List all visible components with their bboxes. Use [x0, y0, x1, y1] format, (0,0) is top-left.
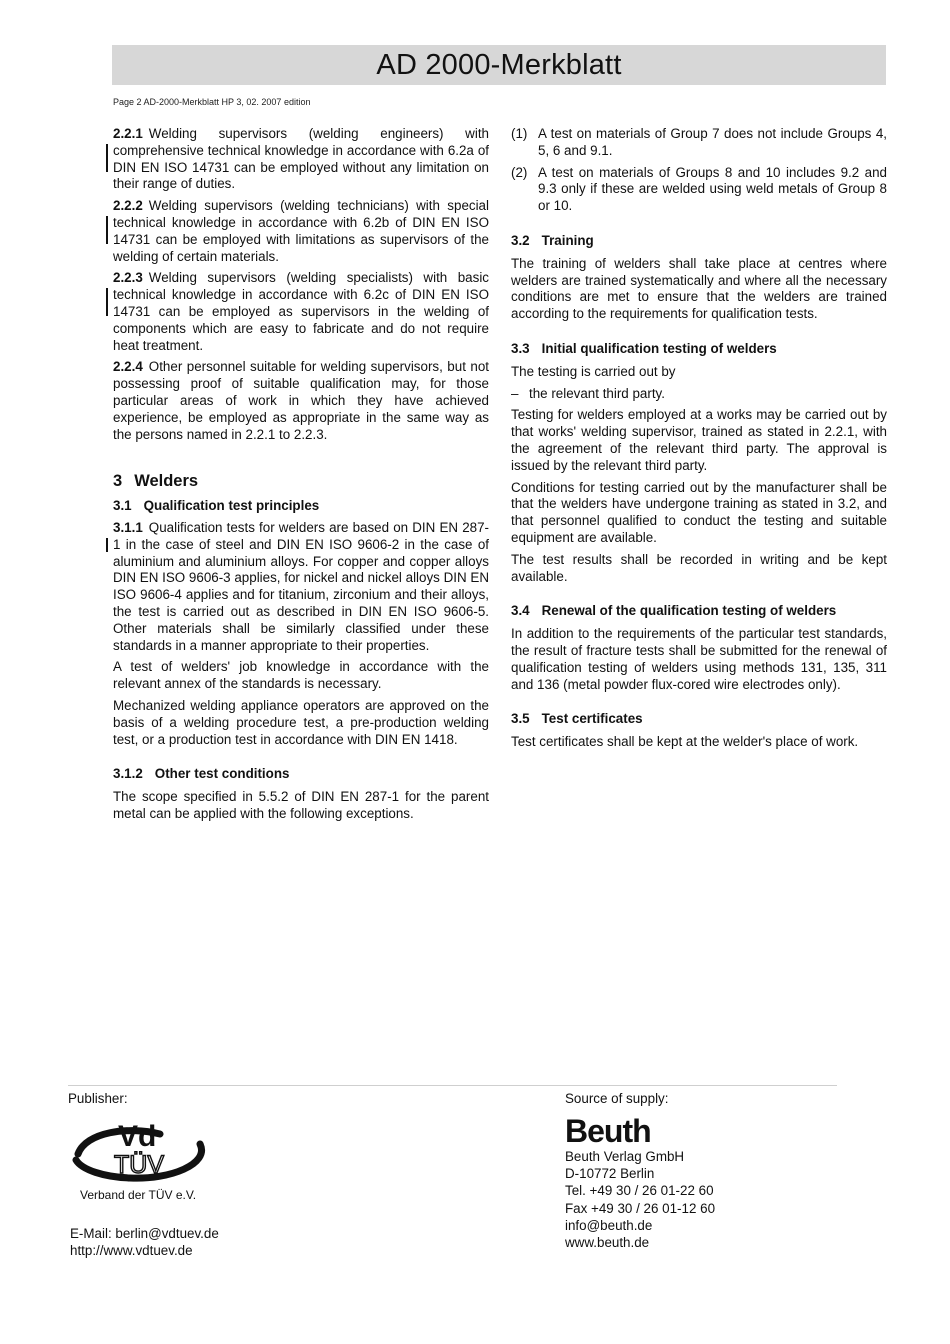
- paragraph-job-knowledge: A test of welders' job knowledge in accordance with the relevant annex of the standards is necessary.: [113, 659, 489, 692]
- paragraph-3-4: In addition to the requirements of the particular test standards, the result of fracture tests shall be submitted for the renewal of qualification testing of welders using methods 131, 135, 311 and 136 (metal powder flux-cored wire electrodes only).: [511, 626, 887, 692]
- section-heading-3-2: [511, 233, 887, 250]
- section-number: 3.5: [511, 711, 530, 727]
- section-title: Qualification test principles: [143, 498, 320, 514]
- paragraph-2-2-3: [113, 270, 489, 354]
- section-title: Other test conditions: [154, 766, 290, 782]
- vdtuev-logo-text-top: Vd: [118, 1120, 157, 1153]
- right-column: [511, 126, 887, 756]
- exception-item-1: [511, 126, 887, 160]
- header-bar: [112, 45, 886, 85]
- paragraph-3-2: The training of welders shall take place at centres where welders are trained systematically and where all the necessary conditions are met to ensure that the welders are trained according to the requirements for qualification tests.: [511, 255, 887, 322]
- paragraph-3-3-results: The test results shall be recorded in writing and be kept available.: [511, 551, 887, 584]
- paragraph-3-1-2: The scope specified in 5.5.2 of DIN EN 287-1 for the parent metal can be applied with the following exceptions.: [113, 789, 489, 821]
- section-title: Initial qualification testing of welders: [541, 340, 777, 356]
- paragraph-3-3-works: Testing for welders employed at a works may be carried out by that works' welding supervisor, trained as stated in 2.2.1, with the agreement of the relevant third party. The approval is issued by the relevant third party.: [511, 407, 887, 473]
- supply-label: Source of supply:: [565, 1091, 669, 1106]
- beuth-website: www.beuth.de: [565, 1235, 650, 1251]
- clause-number: 3.1.1: [113, 519, 143, 535]
- clause-text: Qualification tests for welders are based on DIN EN 287-1 in the case of steel and DIN EN ISO 9606-2 in the case of aluminium and aluminium alloys. For copper and copper alloys DIN EN ISO 9606-3 applies, for nickel and nickel alloys DIN EN ISO 9606-4 applies and for titanium, zirconium and their alloys, the test is carried out as described in DIN EN ISO 9606-5. Other materials shall be similarly classified under these standards in a manner appropriate to their properties.: [113, 519, 489, 653]
- section-title: Test certificates: [541, 711, 643, 727]
- section-number: 3.1.2: [113, 766, 143, 782]
- beuth-company: Beuth Verlag GmbH: [565, 1149, 685, 1164]
- clause-text: Other personnel suitable for welding supervisors, but not possessing proof of suitable qualification may, for those particular areas of work in which they have achieved experience, be employed as appropriate in the same way as the persons named in 2.2.1 to 2.2.3.: [113, 359, 489, 442]
- clause-text: Welding supervisors (welding technicians) with special technical knowledge in accordance with 6.2b of DIN EN ISO 14731 can be employed with limitations as supervisors of the welding of certain materials.: [113, 198, 489, 264]
- page-reference: Page 2 AD-2000-Merkblatt HP 3, 02. 2007 edition: [113, 97, 311, 107]
- item-label: (1): [511, 126, 528, 141]
- clause-number: 2.2.1: [113, 126, 143, 141]
- item-text: A test on materials of Groups 8 and 10 includes 9.2 and 9.3 only if these are welded using weld metals of Group 8 or 10.: [538, 164, 887, 214]
- section-heading-3-3: [511, 341, 887, 358]
- section-number: 3.1: [113, 498, 132, 514]
- section-number: 3.3: [511, 340, 530, 356]
- paragraph-3-3-conditions: Conditions for testing carried out by the manufacturer shall be that the welders have undergone training as stated in 3.2, and that personnel qualified to conduct the testing and suitable equipment are available.: [511, 479, 887, 545]
- paragraph-3-1-1: [113, 520, 489, 654]
- paragraph-2-2-2: [113, 198, 489, 265]
- section-heading-3-5: [511, 711, 887, 728]
- clause-number: 2.2.4: [113, 359, 143, 375]
- publisher-website: http://www.vdtuev.de: [70, 1243, 193, 1259]
- beuth-logo: Beuth: [565, 1113, 651, 1149]
- beuth-city: D-10772 Berlin: [565, 1166, 655, 1182]
- clause-number: 2.2.3: [113, 270, 143, 286]
- clause-text: Welding supervisors (welding engineers) with comprehensive technical knowledge in accordance with 6.2a of DIN EN ISO 14731 can be employed without any limitation on their range of duties.: [113, 126, 489, 192]
- section-number: 3: [113, 472, 123, 491]
- paragraph-2-2-4: [113, 359, 489, 443]
- paragraph-3-3-intro: The testing is carried out by: [511, 363, 676, 379]
- dash-text: the relevant third party.: [529, 385, 665, 401]
- section-number: 3.4: [511, 603, 530, 619]
- section-heading-3: [113, 473, 489, 490]
- vdtuev-caption: Verband der TÜV e.V.: [80, 1188, 197, 1202]
- publisher-email: E-Mail: berlin@vdtuev.de: [70, 1226, 219, 1241]
- document-title: AD 2000-Merkblatt: [376, 48, 622, 81]
- section-heading-3-1: [113, 498, 489, 515]
- paragraph-3-5: Test certificates shall be kept at the welder's place of work.: [511, 734, 859, 750]
- beuth-address: [565, 1148, 715, 1251]
- beuth-fax: Fax +49 30 / 26 01-12 60: [565, 1200, 716, 1216]
- section-number: 3.2: [511, 232, 530, 248]
- paragraph-mechanized-operators: Mechanized welding appliance operators are approved on the basis of a welding procedure test, a pre-production welding test, or a production test in accordance with DIN EN 1418.: [113, 697, 489, 747]
- section-title: Renewal of the qualification testing of welders: [541, 603, 837, 619]
- publisher-contact: [70, 1225, 219, 1259]
- clause-text: Welding supervisors (welding specialists) with basic technical knowledge in accordance with 6.2c of DIN EN ISO 14731 can be employed as supervisors in the welding of components which are easy to fabricate and do not require heat treatment.: [113, 270, 489, 353]
- section-heading-3-1-2: [113, 766, 489, 783]
- vdtuev-logo-text-bottom: TÜV: [114, 1151, 164, 1179]
- publisher-label: Publisher:: [68, 1091, 128, 1106]
- section-title: Training: [541, 232, 594, 248]
- item-text: A test on materials of Group 7 does not include Groups 4, 5, 6 and 9.1.: [538, 126, 887, 158]
- dash-item: [511, 386, 887, 403]
- section-title: Welders: [134, 472, 199, 491]
- clause-number: 2.2.2: [113, 198, 143, 214]
- exception-item-2: [511, 165, 887, 215]
- section-heading-3-4: [511, 603, 887, 620]
- vdtuev-logo-icon: [68, 1118, 208, 1188]
- beuth-email: info@beuth.de: [565, 1217, 653, 1233]
- left-column: [113, 126, 489, 828]
- dash-label: –: [511, 385, 519, 401]
- beuth-phone: Tel. +49 30 / 26 01-22 60: [565, 1183, 714, 1199]
- paragraph-2-2-1: [113, 126, 489, 193]
- item-label: (2): [511, 164, 528, 180]
- footer-divider: [68, 1085, 837, 1086]
